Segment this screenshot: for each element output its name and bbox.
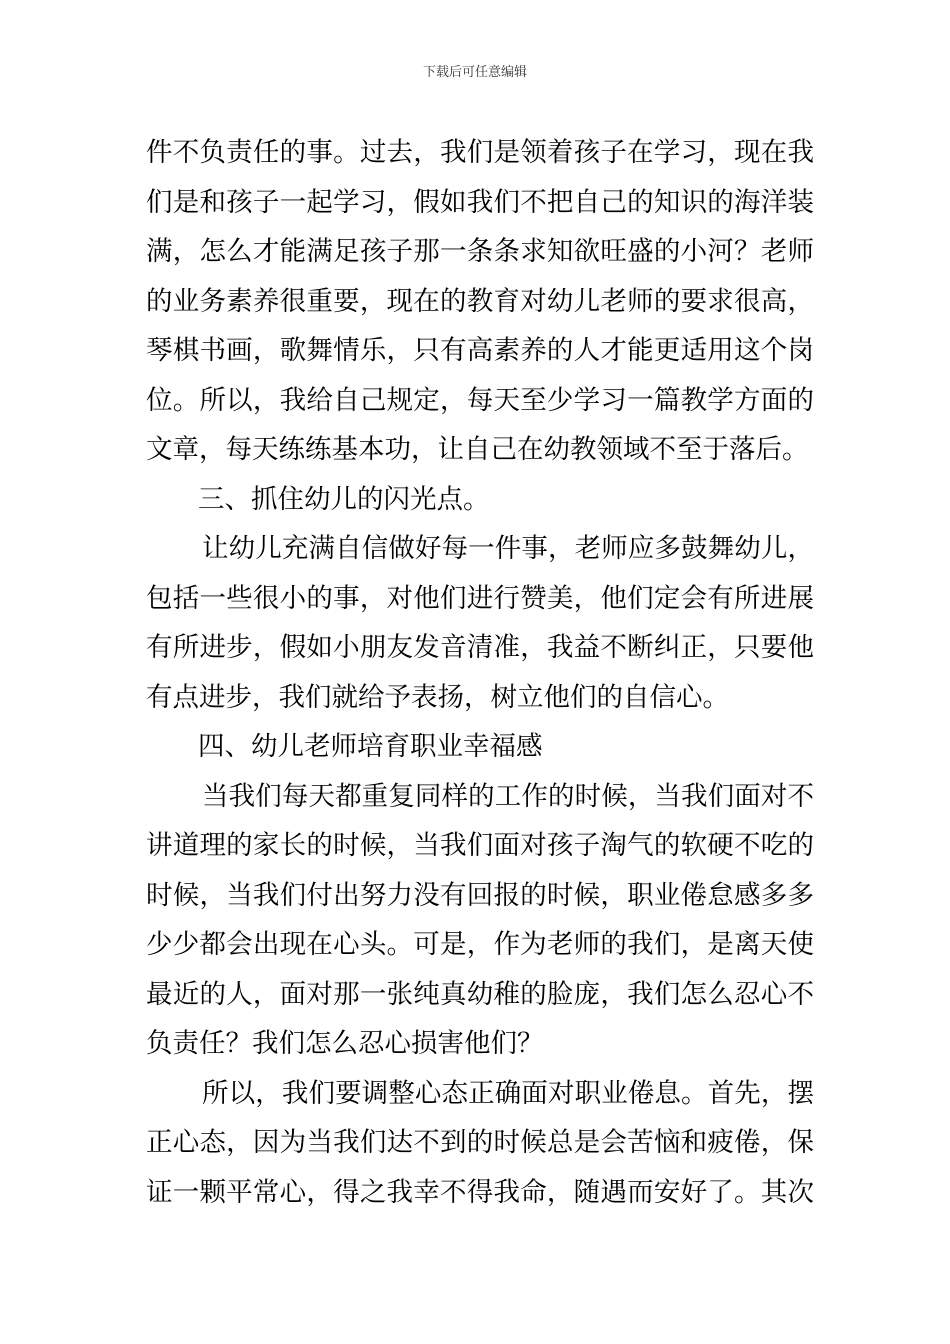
text-line: 文章，每天练练基本功，让自己在幼教领域不至于落后。	[146, 434, 809, 465]
text-line: 的业务素养很重要，现在的教育对幼儿老师的要求很高，	[146, 285, 814, 317]
text-line: 讲道理的家长的时候，当我们面对孩子淘气的软硬不吃的	[146, 830, 814, 861]
text-line: 少少都会出现在心头。可是，作为老师的我们，是离天使	[146, 929, 814, 960]
text-line: 时候，当我们付出努力没有回报的时候，职业倦怠感多多	[146, 879, 814, 911]
text-line: 有点进步，我们就给予表扬，树立他们的自信心。	[146, 681, 729, 713]
text-line: 包括一些很小的事，对他们进行赞美，他们定会有所进展	[146, 582, 814, 614]
document-body	[146, 128, 814, 1217]
text-line: 让幼儿充满自信做好每一件事，老师应多鼓舞幼儿，	[202, 533, 814, 564]
text-line: 满，怎么才能满足孩子那一条条求知欲旺盛的小河？老师	[146, 236, 814, 267]
text-line: 有所进步，假如小朋友发音清准，我益不断纠正，只要他	[146, 632, 814, 663]
text-line: 所以，我们要调整心态正确面对职业倦息。首先，摆	[202, 1077, 814, 1109]
text-line: 正心态，因为当我们达不到的时候总是会苦恼和疲倦，保	[146, 1127, 814, 1158]
text-line: 件不负责任的事。过去，我们是领着孩子在学习，现在我	[146, 137, 814, 168]
text-line: 最近的人，面对那一张纯真幼稚的脸庞，我们怎么忍心不	[146, 978, 814, 1010]
text-line: 当我们每天都重复同样的工作的时候，当我们面对不	[202, 780, 814, 812]
text-line: 琴棋书画，歌舞情乐，只有高素养的人才能更适用这个岗	[146, 335, 814, 366]
text-line: 四、幼儿老师培育职业幸福感	[198, 731, 543, 762]
text-line: 证一颗平常心，得之我幸不得我命，随遇而安好了。其次	[146, 1176, 814, 1208]
page-header: 下载后可任意编辑	[422, 65, 527, 80]
text-line: 三、抓住幼儿的闪光点。	[198, 483, 490, 515]
text-line: 位。所以，我给自己规定，每天至少学习一篇教学方面的	[146, 384, 814, 416]
text-line: 负责任？我们怎么忍心损害他们？	[146, 1028, 544, 1059]
text-line: 们是和孩子一起学习，假如我们不把自己的知识的海洋装	[146, 186, 814, 218]
